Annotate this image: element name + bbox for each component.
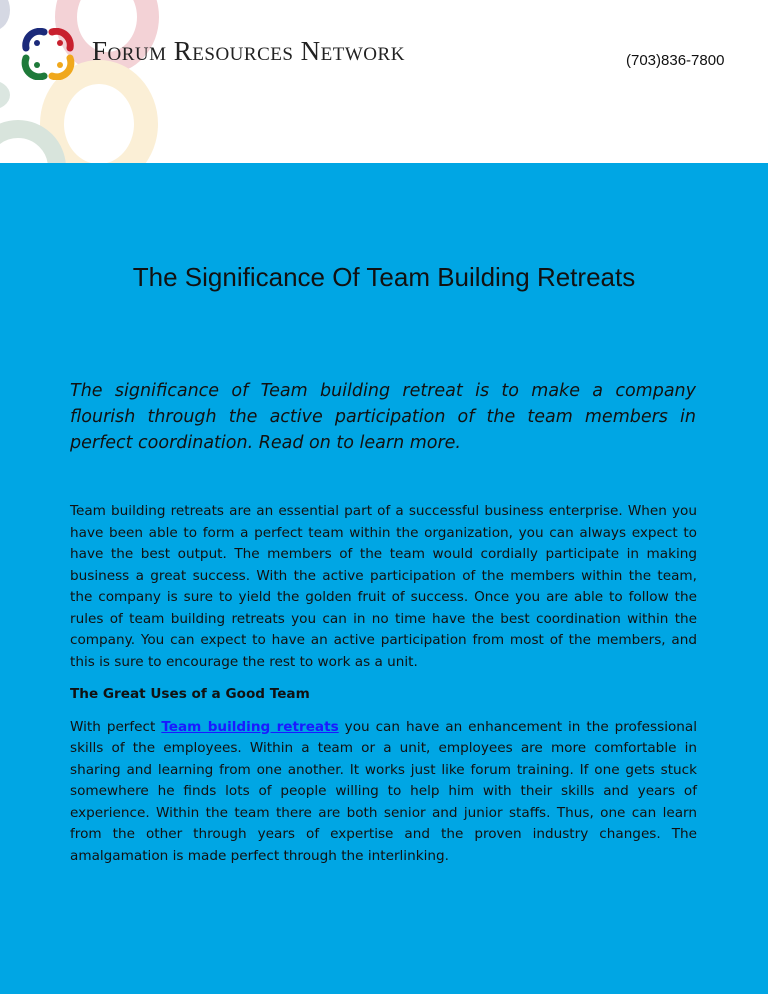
intro-text: The significance of Team building retreat is to make a company flourish through the active participation of the team members in perfect coordination. Read on to learn more.: [70, 381, 696, 453]
page-header: [0, 0, 768, 163]
paragraph: [70, 717, 697, 868]
text: With perfect: [70, 718, 162, 735]
phone-number: (703)836-7800: [626, 52, 725, 69]
text: you can have an enhancement in the professional skills of the employees. Within a team or a unit, employees are more comfortable in sharing and learning from one another. It works just like forum training. If one gets stuck somewhere he finds lots of people willing to help him with their skills and years of experience. Within the team there are both senior and junior staffs. Thus, one can learn from the other through years of expertise and the proven industry changes. The amalgamation is made perfect through the interlinking.: [70, 718, 698, 864]
subheading: The Great Uses of a Good Team: [70, 686, 310, 702]
decorative-circle: [0, 80, 10, 110]
team-building-retreats-link[interactable]: Team building retreats: [161, 718, 339, 735]
logo-icon: [20, 28, 76, 80]
paragraph: Team building retreats are an essential part of a successful business enterprise. When you have been able to form a perfect team within the organization, you can always expect to have the best output. The members of the team would cordially participate in making business a great success. With the active participation of the members within the team, the company is sure to yield the golden fruit of success. Once you are able to follow the rules of team building retreats you can in no time have the best coordination within the company. You can expect to have an active participation from most of the members, and this is sure to encourage the rest to work as a unit.: [70, 503, 697, 670]
page-title: The Significance Of Team Building Retreats: [132, 262, 636, 292]
decorative-circle: [0, 0, 10, 30]
article-body: [70, 501, 697, 878]
brand-name: Forum Resources Network: [92, 36, 405, 66]
